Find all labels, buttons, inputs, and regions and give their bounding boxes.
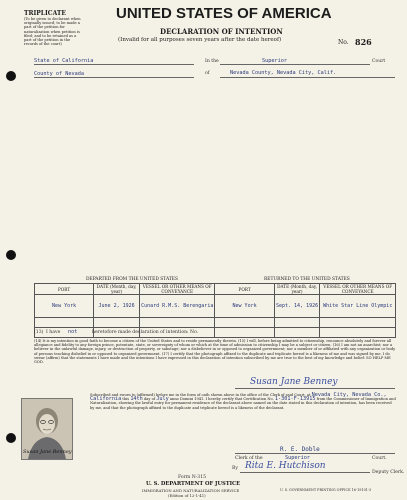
column-header: PORT [215,284,274,295]
form-subtitle: DECLARATION OF INTENTION [160,27,283,36]
clerk-of-label: Clerk of the [235,456,263,461]
binder-hole [6,433,16,443]
column-header: PORT [35,284,94,295]
county-field: County of Nevada [34,71,84,77]
service-name: IMMIGRATION AND NATURALIZATION SERVICE [142,488,240,493]
table-row [35,295,396,318]
form-number: Form N-315 [178,475,207,480]
returned-date: Sept. 14, 1926 [274,295,320,318]
voyages-header-row [35,284,396,295]
binder-hole [6,250,16,260]
department-name: U. S. DEPARTMENT OF JUSTICE [146,481,241,487]
jurat-day: 14th [130,396,143,403]
number-label: No. [338,39,349,46]
column-header: VESSEL OR OTHER MEANS OF CONVEYANCE [139,284,215,295]
jurat-place: Nevada City, Nevada Co., California [90,392,387,403]
court-word: Court. [372,456,387,461]
clerk-name: R. E. Doble [280,446,320,453]
line13-extra: heretofore made declaration of intention: No. [92,330,199,335]
declaration-number: 826 [355,37,372,47]
departed-port: New York [35,295,94,318]
oath-text: (14) It is my intention in good faith to become a citizen of the United States and to reside permanently therein. (15) I will, before being admitted to citizenship, renounce absolutely and forever all allegiance and fidelity to any foreign prince, potentate, state, or sovereignty of whom or which at the time of admission to citizenship I may be a subject or citizen. (16) I am not an anarchist; nor a believer in the unlawful damage, injury, or destruction of property, or sabotage; nor a disbeliever in or opposed to organized government; nor a member of or affiliated with any organization or body of persons teaching disbelief in or opposed to organized government. (17) I certify that the photograph affixed to the duplicate and triplicate hereof is a likeness of me and was signed by me. I do swear (affirm) that the statements I have made and the intentions I have expressed in this declaration of intention subscribed by me are true to the best of my knowledge and belief: SO HELP ME GOD. [34,339,396,365]
of-label: of [205,71,210,76]
triplicate-label: TRIPLICATE [24,10,66,17]
returned-port: New York [215,295,274,318]
court-location: Nevada County, Nevada City, Calif. [230,70,337,76]
line13-value: not [68,329,78,335]
certification-number: 1-301-F-13915 [274,396,316,403]
court-label: Court [372,59,386,64]
line13-number: (13) [34,330,44,335]
table-row [35,328,396,338]
by-label: By [232,466,238,471]
triplicate-note: (To be given to declarant when originally issued; to be made a part of the petition for naturalization when petition is filed; and to be retained as a part of the petition in the records of the court) [24,17,81,47]
returned-heading: RETURNED TO THE UNITED STATES [264,277,350,282]
column-header: DATE (Month, day, year) [274,284,320,295]
deputy-signature: Rita E. Hutchison [245,461,326,471]
column-header: VESSEL OR OTHER MEANS OF CONVEYANCE [320,284,396,295]
jurat-month: July [156,396,169,403]
gpo-label: U. S. GOVERNMENT PRINTING OFFICE 16-19101-3 [280,488,372,492]
departed-vessel: Cunard R.M.S. Berengaria [139,295,215,318]
validity-note: (Invalid for all purposes seven years after the date hereof) [118,37,282,43]
declarant-photo [21,398,73,460]
edition-label: (Edition of 12-1-41) [168,493,206,498]
page-title: UNITED STATES OF AMERICA [116,5,332,22]
jurat-text: Subscribed and sworn to (affirmed) before me in the form of oath shown above in the office of the Clerk of said Court, at Nevada City, Nevada Co., California this 14th day of July anno Domini 1941. I hereby certify that Certification No. 1-301-F-13915 from the Commissioner of Immigration and Naturalization, showing the lawful entry for permanent residence of the declarant above named on the date stated in this declaration of intention, has been received by me, and that the photograph affixed to the duplicate and triplicate hereof is a likeness of the declarant. [90,392,396,410]
binder-hole [6,71,16,81]
table-row [35,318,396,328]
court-name: Superior [262,58,287,64]
state-field: State of California [34,58,94,64]
in-the-label: In the [205,59,219,64]
departed-date: June 2, 1926 [94,295,140,318]
voyages-table [34,283,396,338]
line13-label: I have [46,330,61,335]
deputy-label: Deputy Clerk. [372,470,405,475]
clerk-court: Superior [285,455,310,461]
column-header: DATE (Month, day, year) [94,284,140,295]
departed-heading: DEPARTED FROM THE UNITED STATES [86,277,179,282]
returned-vessel: White Star Line Olympic [320,295,396,318]
photo-signature: Susan Jane Benney [23,449,72,455]
declarant-signature: Susan Jane Benney [250,377,338,387]
